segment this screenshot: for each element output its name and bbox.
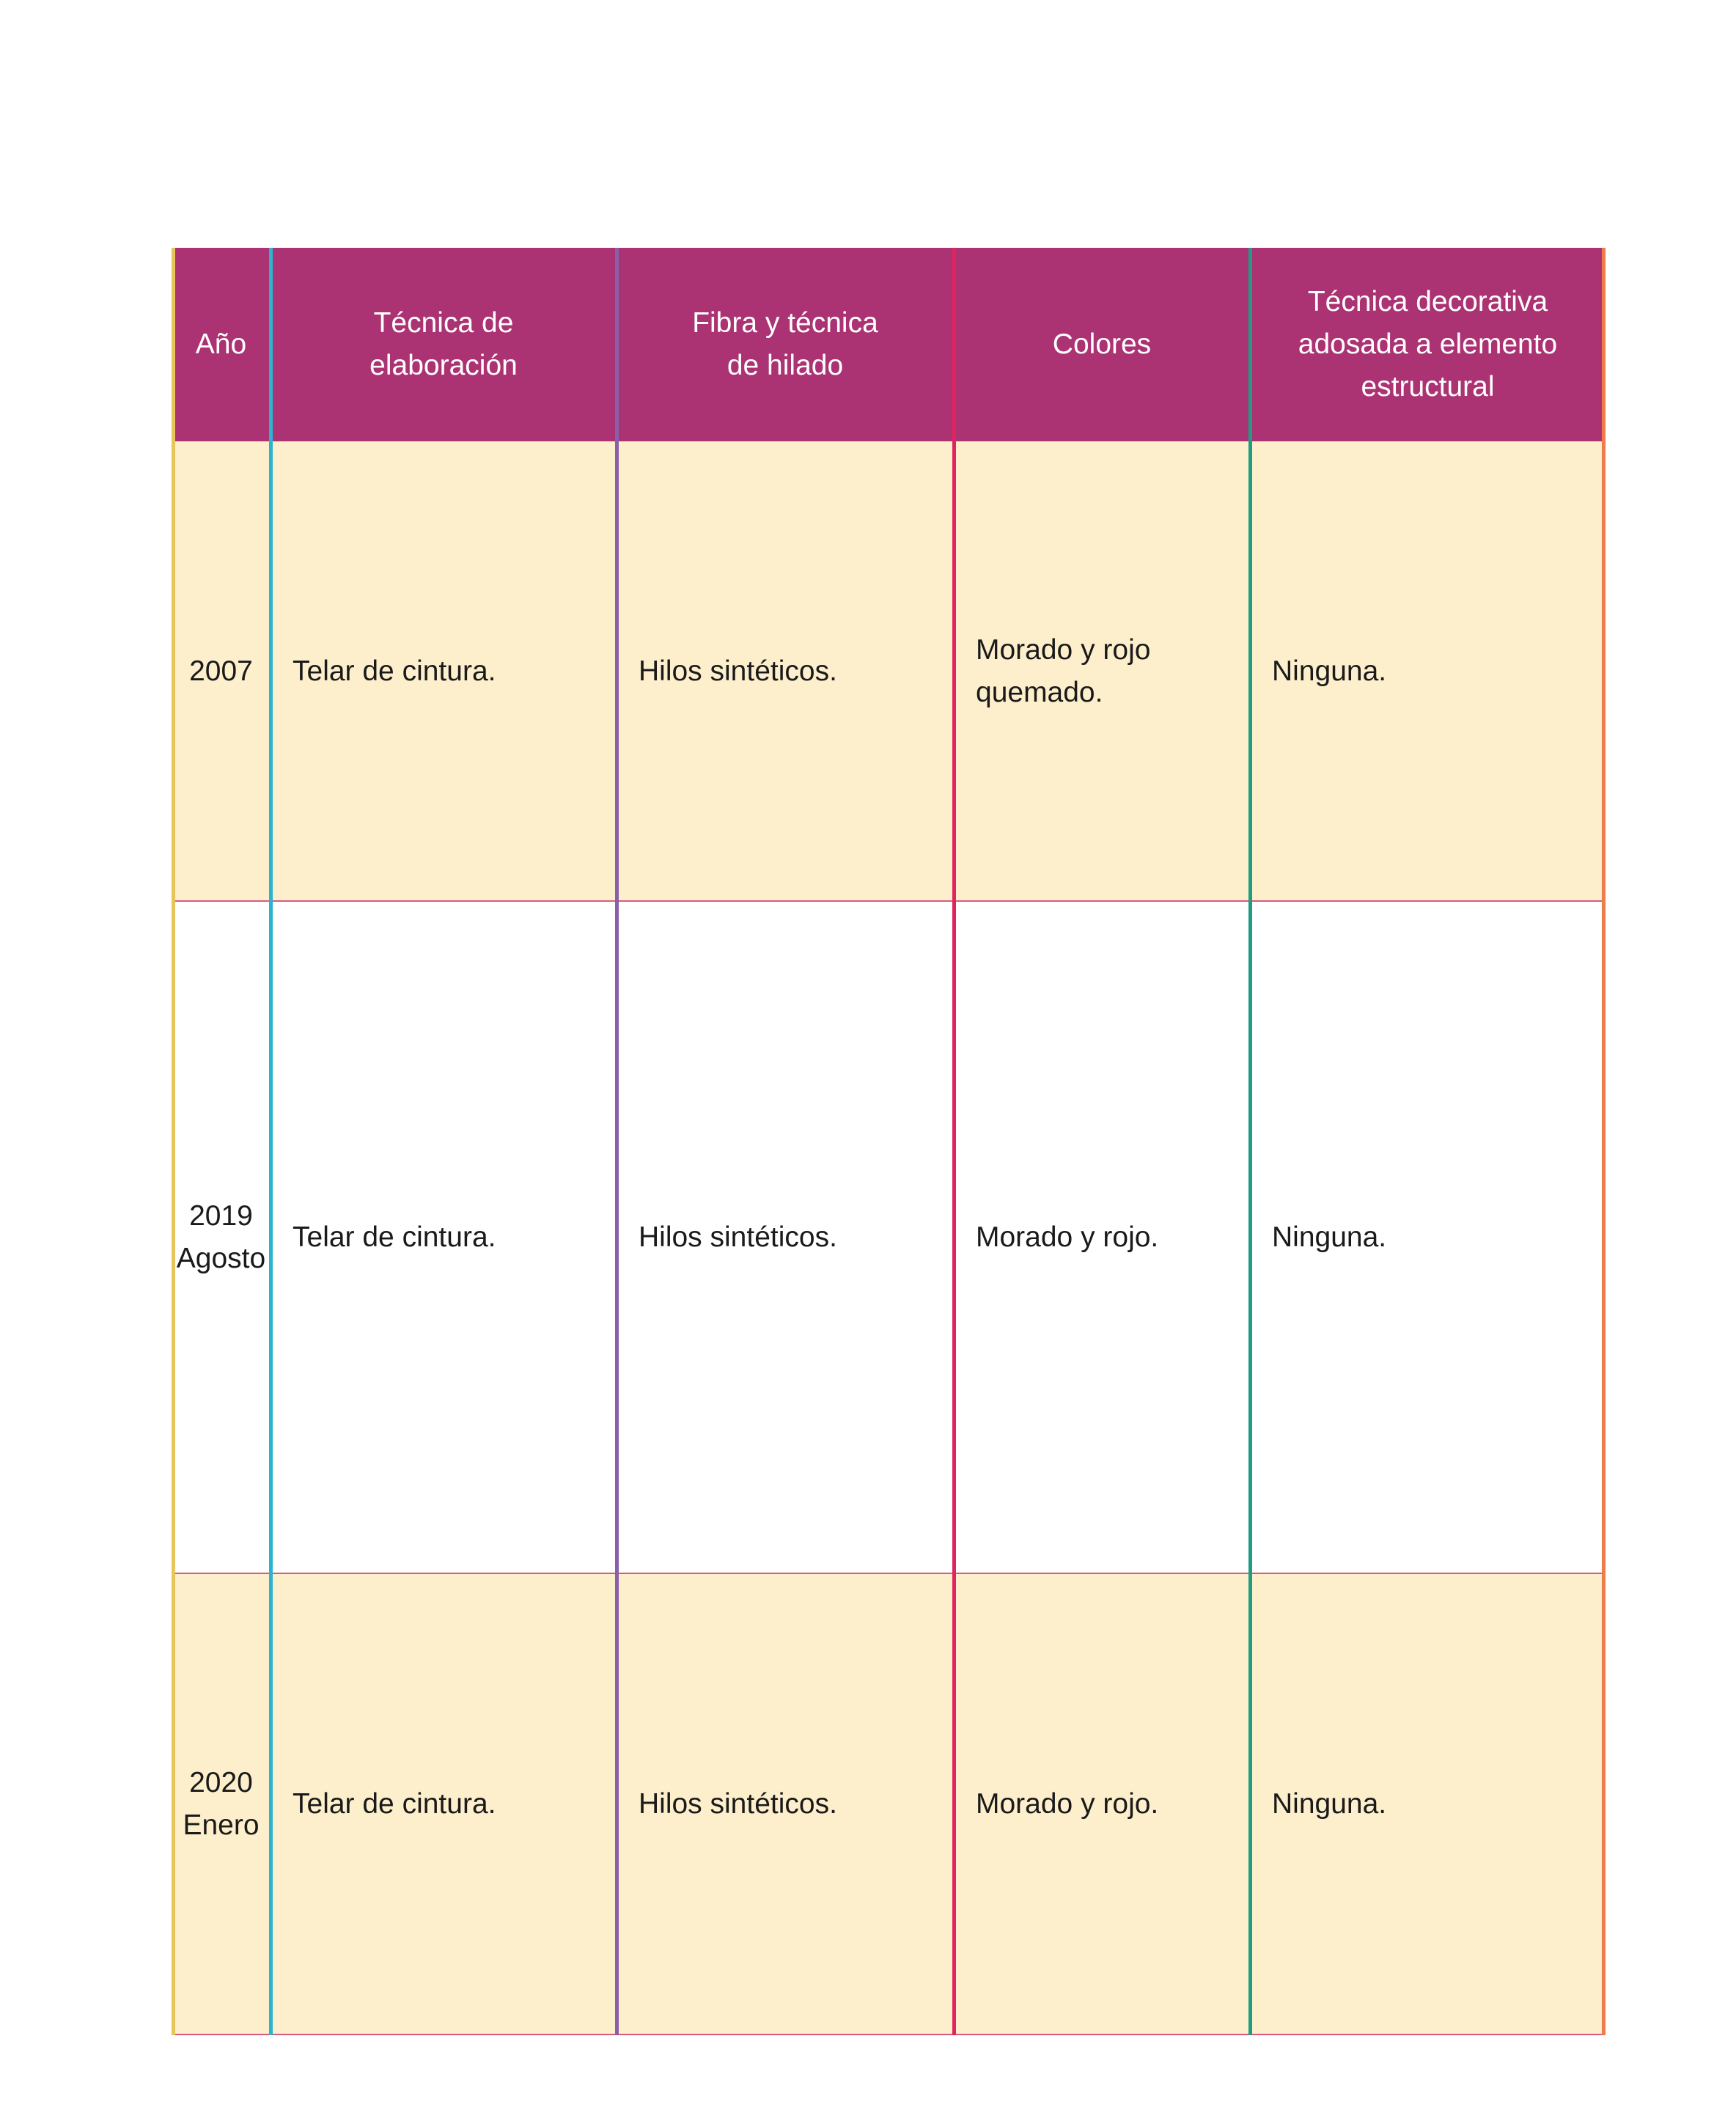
cell-fiber-text: Hilos sintéticos.: [639, 1221, 837, 1253]
cell-technique: [271, 1573, 617, 2035]
header-fiber: [617, 248, 954, 441]
table-row: [172, 441, 1606, 901]
cell-technique: [271, 901, 617, 1573]
header-year: [172, 248, 271, 441]
cell-colors-text: Morado y rojo quemado.: [976, 633, 1151, 708]
header-colors: [954, 248, 1250, 441]
cell-colors: [954, 901, 1250, 1573]
cell-technique-text: Telar de cintura.: [293, 1221, 496, 1253]
cell-decoration: [1250, 1573, 1606, 2035]
row-divider: [172, 1573, 1606, 1574]
cell-year: [172, 1573, 271, 2035]
cell-fiber-text: Hilos sintéticos.: [639, 655, 837, 687]
cell-year-text: 2019 Agosto: [176, 1199, 266, 1274]
table-row: [172, 1573, 1606, 2035]
header-decoration: [1250, 248, 1606, 441]
column-rule-purple: [615, 248, 619, 2035]
table-header: [172, 248, 1606, 441]
row-divider: [172, 900, 1606, 902]
cell-colors: [954, 441, 1250, 901]
column-rule-cyan: [269, 248, 273, 2035]
column-rule-yellow: [172, 248, 175, 2035]
header-year-label: Año: [195, 328, 247, 360]
cell-year: [172, 901, 271, 1573]
cell-fiber: [617, 1573, 954, 2035]
cell-year-text: 2020 Enero: [183, 1767, 260, 1841]
cell-fiber: [617, 901, 954, 1573]
cell-fiber-text: Hilos sintéticos.: [639, 1788, 837, 1820]
observation-table: [172, 248, 1606, 2035]
cell-decoration: [1250, 441, 1606, 901]
cell-technique-text: Telar de cintura.: [293, 1788, 496, 1820]
cell-year-text: 2007: [189, 655, 253, 687]
cell-decoration-text: Ninguna.: [1272, 1788, 1387, 1820]
header-colors-label: Colores: [1052, 328, 1152, 360]
header-technique-label: Técnica de elaboración: [369, 307, 518, 381]
cell-colors: [954, 1573, 1250, 2035]
cell-year: [172, 441, 271, 901]
row-divider: [172, 2034, 1606, 2035]
cell-colors-text: Morado y rojo.: [976, 1788, 1159, 1820]
cell-colors-text: Morado y rojo.: [976, 1221, 1159, 1253]
column-rule-green: [1248, 248, 1252, 2035]
header-decoration-label: Técnica decorativa adosada a elemento estructural: [1298, 286, 1558, 402]
cell-decoration: [1250, 901, 1606, 1573]
cell-technique: [271, 441, 617, 901]
table-row: [172, 901, 1606, 1573]
column-rule-red: [952, 248, 956, 2035]
header-technique: [271, 248, 617, 441]
column-rule-orange: [1602, 248, 1606, 2035]
cell-decoration-text: Ninguna.: [1272, 1221, 1387, 1253]
cell-fiber: [617, 441, 954, 901]
header-fiber-label: Fibra y técnica de hilado: [692, 307, 878, 381]
cell-decoration-text: Ninguna.: [1272, 655, 1387, 687]
cell-technique-text: Telar de cintura.: [293, 655, 496, 687]
